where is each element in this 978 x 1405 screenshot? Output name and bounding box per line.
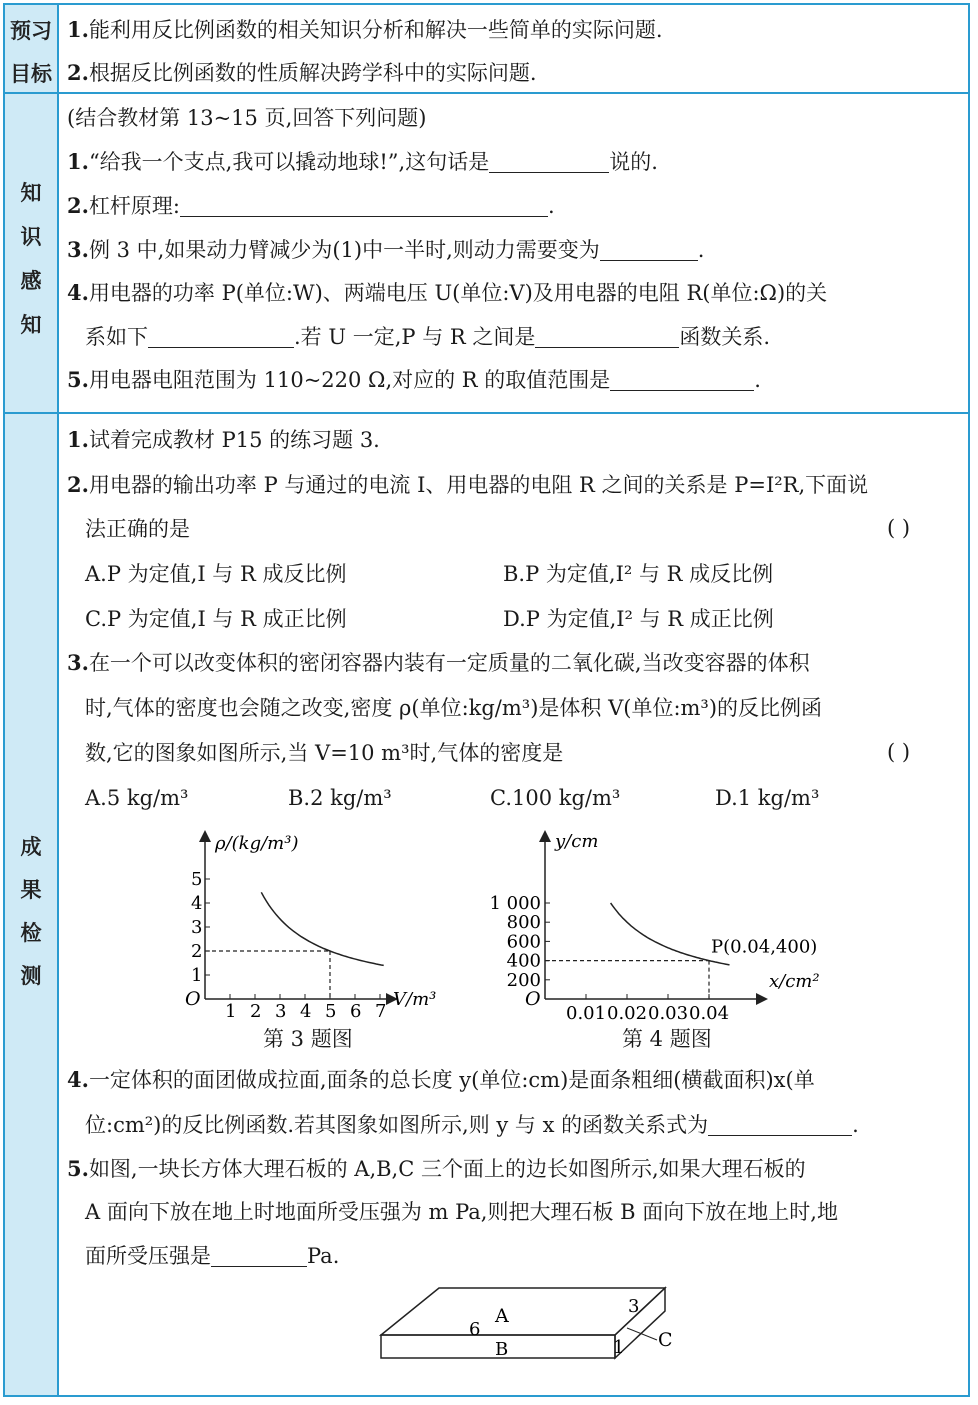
face-c-pointer xyxy=(627,1328,657,1340)
results-q3-line1: 3.在一个可以改变体积的密闭容器内装有一定质量的二氧化碳,当改变容器的体积 xyxy=(67,650,810,675)
x-axis-label: V/m³ xyxy=(393,989,437,1010)
y-tick-label: 2 xyxy=(191,941,203,962)
results-q5-line2: A 面向下放在地上时地面所受压强为 m Pa,则把大理石板 B 面向下放在地上时,地 xyxy=(85,1200,838,1224)
results-label-char: 果 xyxy=(20,877,42,902)
figure-3-chart xyxy=(165,827,455,1022)
y-tick-label: 1 xyxy=(191,965,203,986)
x-tick-label: 6 xyxy=(350,1001,362,1022)
length-6-label: 6 xyxy=(469,1319,481,1340)
results-label-cell xyxy=(5,414,59,1395)
x-tick-label: 0.01 xyxy=(566,1003,607,1022)
x-tick-label: 2 xyxy=(250,1001,262,1022)
option-c[interactable]: C.100 kg/m³ xyxy=(490,786,621,810)
option-c[interactable]: C.P 为定值,I 与 R 成正比例 xyxy=(85,607,347,631)
y-tick-label: 600 xyxy=(506,931,541,953)
results-q5-line3: 面所受压强是 Pa. xyxy=(85,1244,340,1268)
option-d[interactable]: D.1 kg/m³ xyxy=(715,786,820,810)
results-label-char: 成 xyxy=(20,834,42,859)
answer-paren[interactable]: ( ) xyxy=(887,740,911,764)
marble-slab-figure xyxy=(375,1280,685,1370)
results-q2-line1: 2.用电器的输出功率 P 与通过的电流 I、用电器的电阻 R 之间的关系是 P=I²R,下面说 xyxy=(67,472,869,497)
y-axis-label: ρ/(kg/m³) xyxy=(215,833,299,854)
results-q2-line2: 法正确的是 xyxy=(85,517,190,541)
goals-label-2: 目标 xyxy=(10,61,52,86)
x-tick-label: 1 xyxy=(225,1001,237,1022)
results-q5-line1: 5.如图,一块长方体大理石板的 A,B,C 三个面上的边长如图所示,如果大理石板的 xyxy=(67,1156,806,1181)
answer-blank[interactable] xyxy=(489,152,609,173)
answer-blank[interactable] xyxy=(211,1246,307,1267)
x-tick-label: 0.04 xyxy=(689,1003,730,1022)
y-tick-label: 3 xyxy=(191,917,203,938)
option-a[interactable]: A.P 为定值,I 与 R 成反比例 xyxy=(85,562,347,586)
x-tick-label: 5 xyxy=(325,1001,337,1022)
figure-4-caption: 第 4 题图 xyxy=(622,1027,712,1051)
x-tick-label: 4 xyxy=(300,1001,312,1022)
worksheet-table xyxy=(3,3,970,1397)
y-tick-label: 1 000 xyxy=(489,893,541,914)
face-b-label: B xyxy=(495,1339,509,1360)
results-label-char: 检 xyxy=(20,920,42,945)
results-q3-line2: 时,气体的密度也会随之改变,密度 ρ(单位:kg/m³)是体积 V(单位:m³)的反比例函 xyxy=(85,696,823,720)
results-q1: 1.试着完成教材 P15 的练习题 3. xyxy=(67,427,380,452)
answer-paren[interactable]: ( ) xyxy=(887,516,911,540)
goals-label-1: 预习 xyxy=(10,18,52,43)
answer-blank[interactable] xyxy=(600,240,698,261)
row-divider xyxy=(5,92,968,94)
x-tick-label: 0.03 xyxy=(648,1003,689,1022)
goal-item: 1.能利用反比例函数的相关知识分析和解决一些简单的实际问题. xyxy=(67,17,663,42)
knowledge-label-char: 感 xyxy=(20,268,42,293)
knowledge-label-char: 识 xyxy=(20,224,42,249)
answer-blank[interactable] xyxy=(148,327,294,348)
knowledge-label-char: 知 xyxy=(20,180,42,205)
results-q4-line1: 4.一定体积的面团做成拉面,面条的总长度 y(单位:cm)是面条粗细(横截面积)x(单 xyxy=(67,1067,815,1092)
answer-blank[interactable] xyxy=(180,196,548,217)
answer-blank[interactable] xyxy=(610,370,754,391)
knowledge-label-cell xyxy=(5,93,59,414)
face-c-label: C xyxy=(658,1329,673,1351)
knowledge-intro: (结合教材第 13~15 页,回答下列问题) xyxy=(67,106,427,130)
knowledge-q3: 3.例 3 中,如果动力臂减少为(1)中一半时,则动力需要变为 . xyxy=(67,237,705,262)
option-b[interactable]: B.2 kg/m³ xyxy=(288,786,392,810)
knowledge-q5: 5.用电器电阻范围为 110~220 Ω,对应的 R 的取值范围是 . xyxy=(67,367,761,392)
y-tick-label: 200 xyxy=(506,969,541,991)
knowledge-label-char: 知 xyxy=(20,312,42,337)
origin-label: O xyxy=(525,988,541,1010)
knowledge-q4-line1: 4.用电器的功率 P(单位:W)、两端电压 U(单位:V)及用电器的电阻 R(单位:Ω)的关 xyxy=(67,280,828,305)
row-divider xyxy=(5,412,968,414)
knowledge-q4-line2: 系如下 .若 U 一定,P 与 R 之间是 函数关系. xyxy=(85,325,771,349)
results-label-char: 测 xyxy=(20,963,42,988)
x-tick-label: 3 xyxy=(275,1001,287,1022)
knowledge-q2: 2.杠杆原理: . xyxy=(67,193,555,218)
length-3-label: 3 xyxy=(628,1296,640,1317)
y-tick-label: 400 xyxy=(506,950,541,972)
inverse-curve xyxy=(261,892,383,965)
x-axis-label: x/cm² xyxy=(769,971,820,992)
point-p-label: P(0.04,400) xyxy=(711,936,818,958)
face-a-label: A xyxy=(495,1305,509,1327)
option-d[interactable]: D.P 为定值,I² 与 R 成正比例 xyxy=(503,607,774,631)
answer-blank[interactable] xyxy=(535,327,679,348)
length-1-label: 1 xyxy=(613,1337,625,1358)
y-tick-label: 4 xyxy=(191,893,203,914)
goal-item: 2.根据反比例函数的性质解决跨学科中的实际问题. xyxy=(67,60,537,85)
results-q3-line3: 数,它的图象如图所示,当 V=10 m³时,气体的密度是 xyxy=(85,741,564,765)
x-tick-label: 7 xyxy=(375,1001,387,1022)
origin-label: O xyxy=(185,988,201,1010)
figure-3-caption: 第 3 题图 xyxy=(263,1027,353,1051)
y-tick-label: 5 xyxy=(191,869,203,890)
y-axis-label: y/cm xyxy=(555,831,599,852)
results-q4-line2: 位:cm²)的反比例函数.若其图象如图所示,则 y 与 x 的函数关系式为 . xyxy=(85,1113,859,1137)
knowledge-q1: 1.“给我一个支点,我可以撬动地球!”,这句话是 说的. xyxy=(67,149,658,174)
option-b[interactable]: B.P 为定值,I² 与 R 成反比例 xyxy=(503,562,774,586)
option-a[interactable]: A.5 kg/m³ xyxy=(85,786,189,810)
figure-4-chart xyxy=(485,827,875,1022)
x-tick-label: 0.02 xyxy=(607,1003,648,1022)
y-tick-label: 800 xyxy=(506,912,541,934)
answer-blank[interactable] xyxy=(708,1115,852,1136)
